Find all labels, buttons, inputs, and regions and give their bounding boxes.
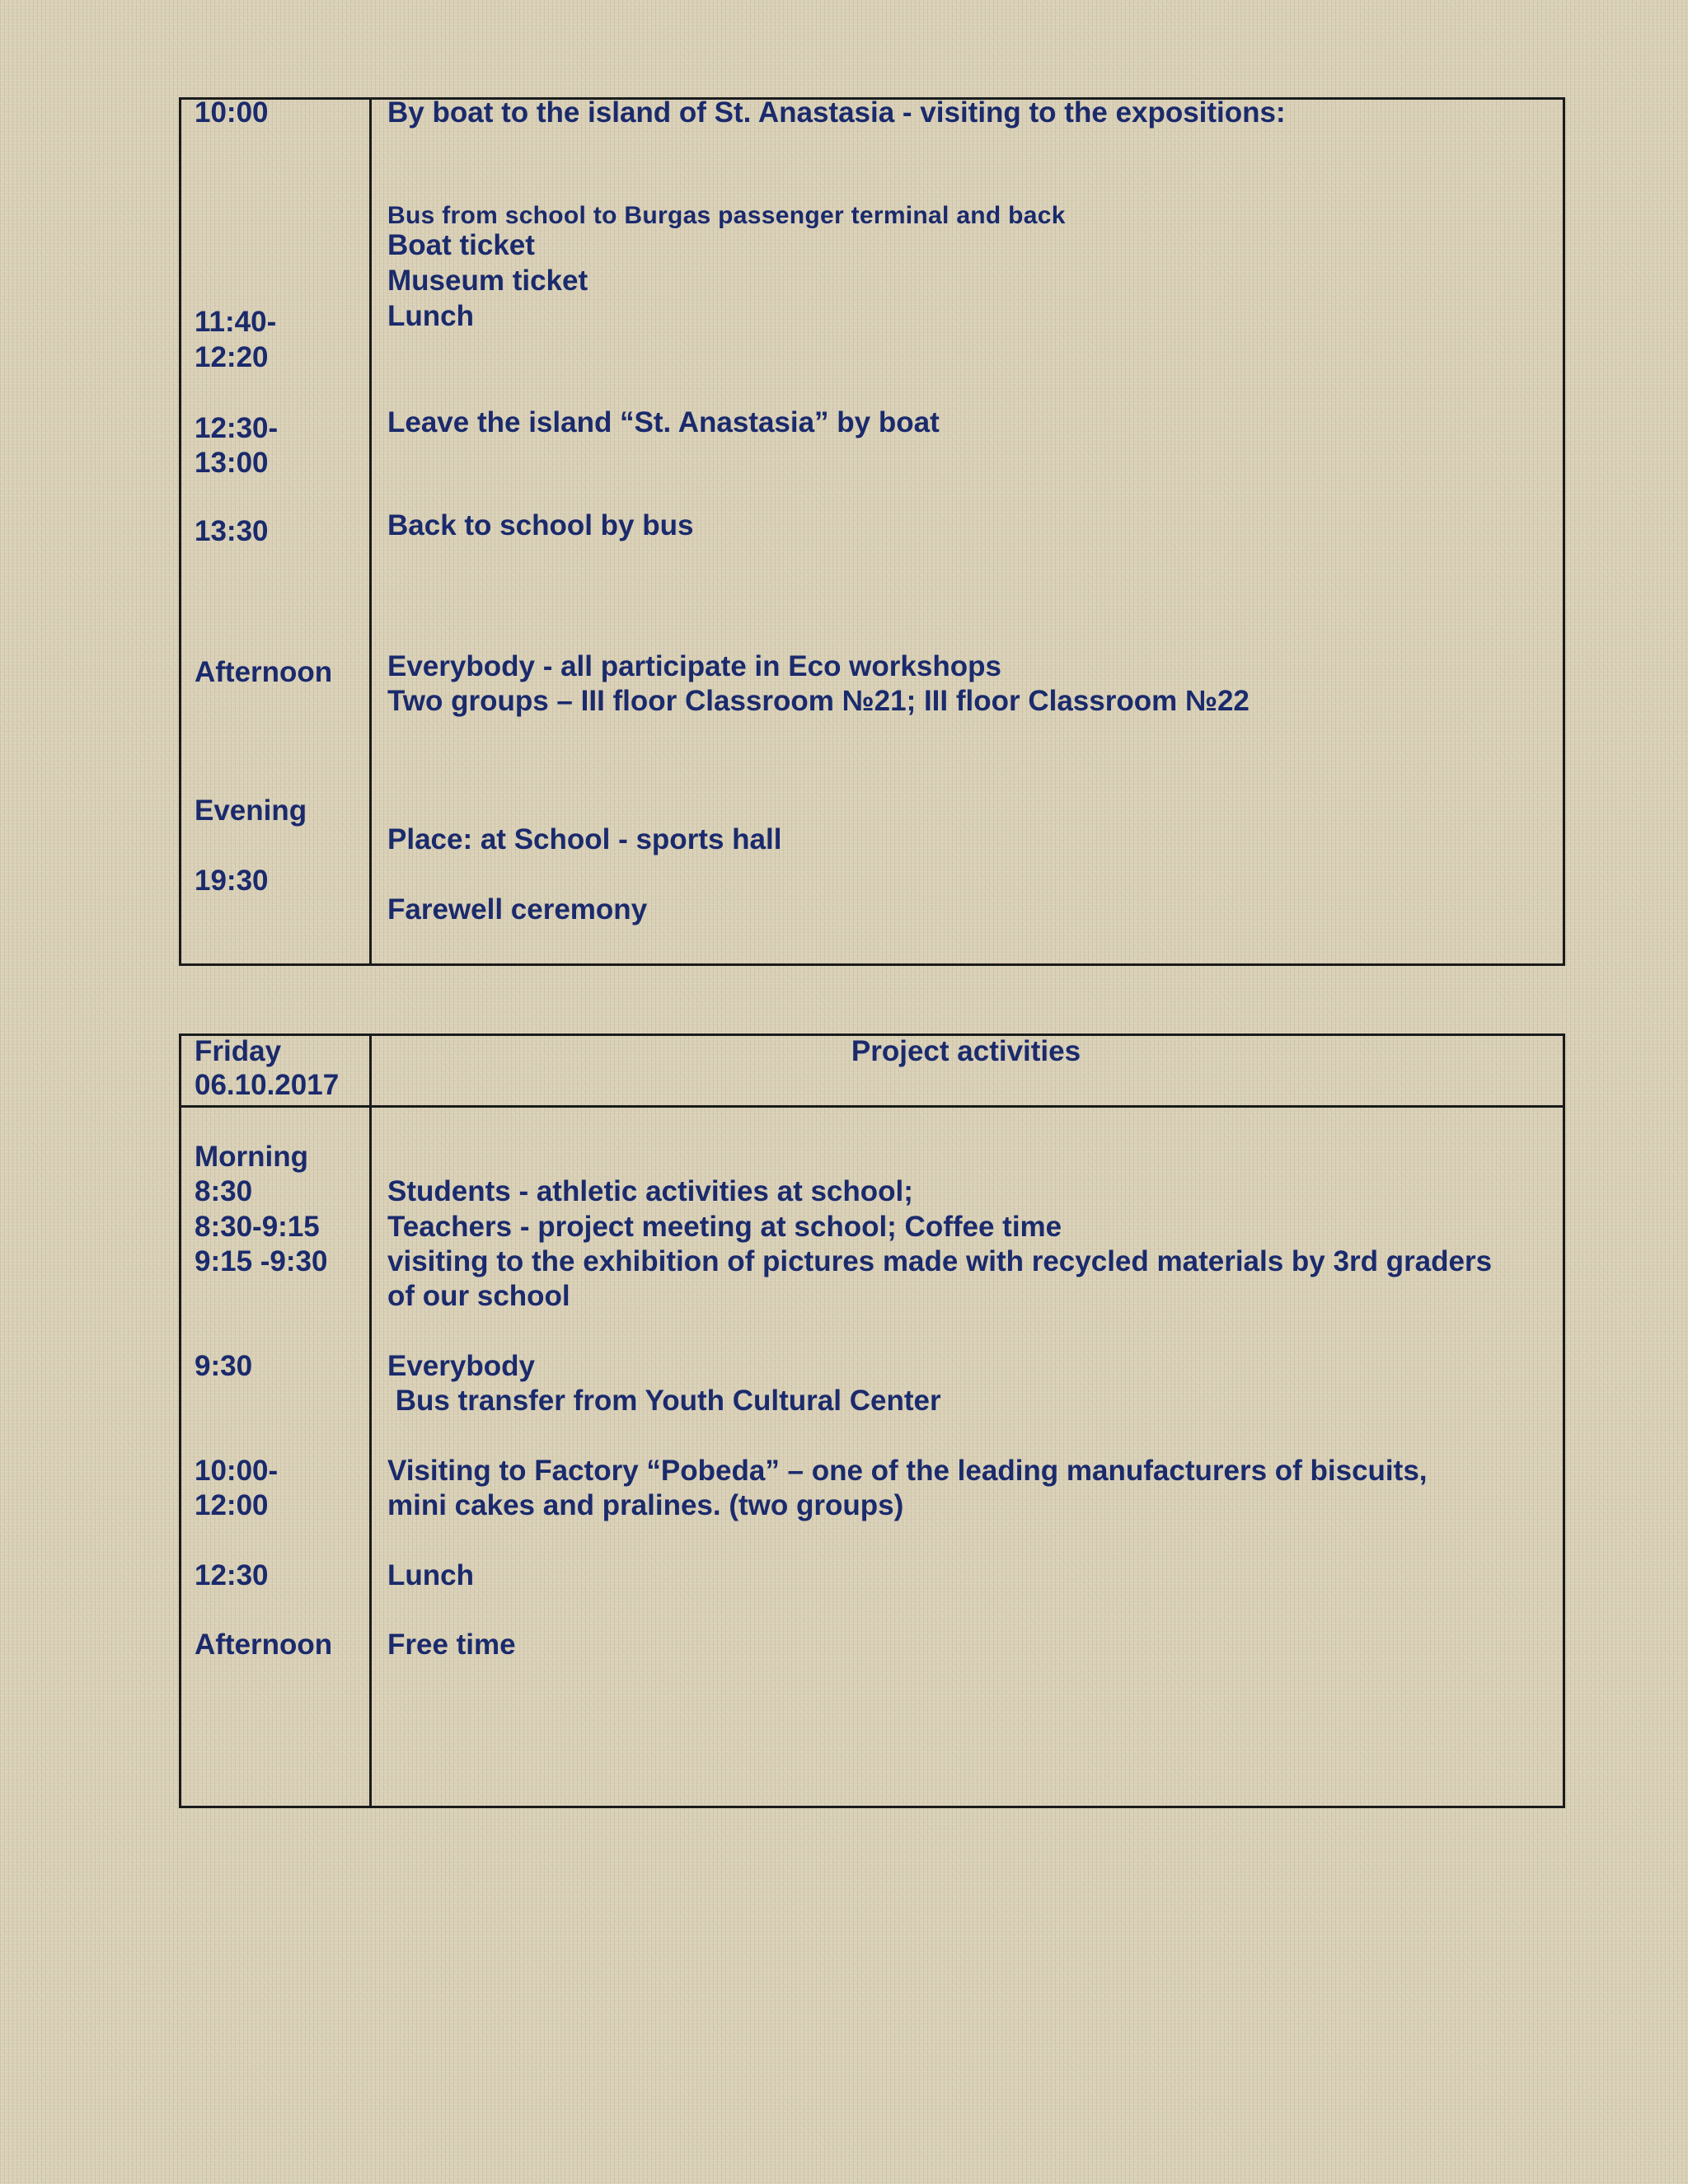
header-divider bbox=[181, 1105, 1563, 1108]
time-cell: 12:30- bbox=[195, 412, 279, 444]
time-cell: 12:00 bbox=[195, 1489, 269, 1521]
activity-cell: Visiting to Factory “Pobeda” – one of the leading manufacturers of biscuits, bbox=[387, 1455, 1428, 1487]
activity-cell: Students - athletic activities at school; bbox=[387, 1175, 913, 1207]
time-cell: Afternoon bbox=[195, 656, 333, 688]
time-cell: 8:30-9:15 bbox=[195, 1211, 320, 1243]
time-cell: 8:30 bbox=[195, 1175, 253, 1207]
activity-cell: visiting to the exhibition of pictures made with recycled materials by 3rd graders bbox=[387, 1245, 1493, 1277]
activity-cell: Farewell ceremony bbox=[387, 893, 648, 926]
activity-item: Bus from school to Burgas passenger terminal and back bbox=[387, 202, 1066, 229]
activity-cell: Free time bbox=[387, 1629, 516, 1661]
time-cell: 10:00- bbox=[195, 1455, 279, 1487]
time-cell: 10:00 bbox=[195, 96, 269, 129]
day-label: Friday bbox=[195, 1035, 282, 1067]
time-cell: Afternoon bbox=[195, 1629, 333, 1661]
schedule-table-2 bbox=[179, 1033, 1565, 1808]
time-cell: 12:30 bbox=[195, 1559, 269, 1591]
activity-cell: of our school bbox=[387, 1280, 570, 1312]
activity-item: Lunch bbox=[387, 300, 474, 332]
date-label: 06.10.2017 bbox=[195, 1069, 340, 1101]
time-cell: 13:00 bbox=[195, 447, 269, 479]
activity-cell: Everybody bbox=[387, 1350, 535, 1382]
column-divider bbox=[369, 100, 372, 963]
activity-cell: Everybody - all participate in Eco workshops bbox=[387, 650, 1001, 682]
time-cell: 13:30 bbox=[195, 515, 269, 547]
table-heading: Project activities bbox=[851, 1035, 1081, 1067]
time-cell: Morning bbox=[195, 1141, 309, 1173]
activity-cell: mini cakes and pralines. (two groups) bbox=[387, 1489, 904, 1521]
activity-cell: Leave the island “St. Anastasia” by boat bbox=[387, 406, 940, 438]
activity-cell: Lunch bbox=[387, 1559, 474, 1591]
time-cell: 11:40- bbox=[195, 306, 277, 338]
time-cell: 9:30 bbox=[195, 1350, 253, 1382]
activity-item: Museum ticket bbox=[387, 265, 588, 297]
time-cell: 19:30 bbox=[195, 865, 269, 897]
activity-cell: Teachers - project meeting at school; Coffee time bbox=[387, 1211, 1062, 1243]
column-divider bbox=[369, 1036, 372, 1806]
activity-cell: Bus transfer from Youth Cultural Center bbox=[387, 1385, 941, 1417]
activity-cell: Back to school by bus bbox=[387, 509, 694, 541]
activity-cell: By boat to the island of St. Anastasia - visiting to the expositions: bbox=[387, 96, 1286, 129]
time-cell: 9:15 -9:30 bbox=[195, 1245, 328, 1277]
time-cell: 12:20 bbox=[195, 341, 269, 373]
time-cell: Evening bbox=[195, 794, 307, 827]
activity-cell: Two groups – III floor Classroom №21; III floor Classroom №22 bbox=[387, 685, 1250, 717]
activity-cell: Place: at School - sports hall bbox=[387, 823, 782, 855]
activity-item: Boat ticket bbox=[387, 229, 535, 261]
